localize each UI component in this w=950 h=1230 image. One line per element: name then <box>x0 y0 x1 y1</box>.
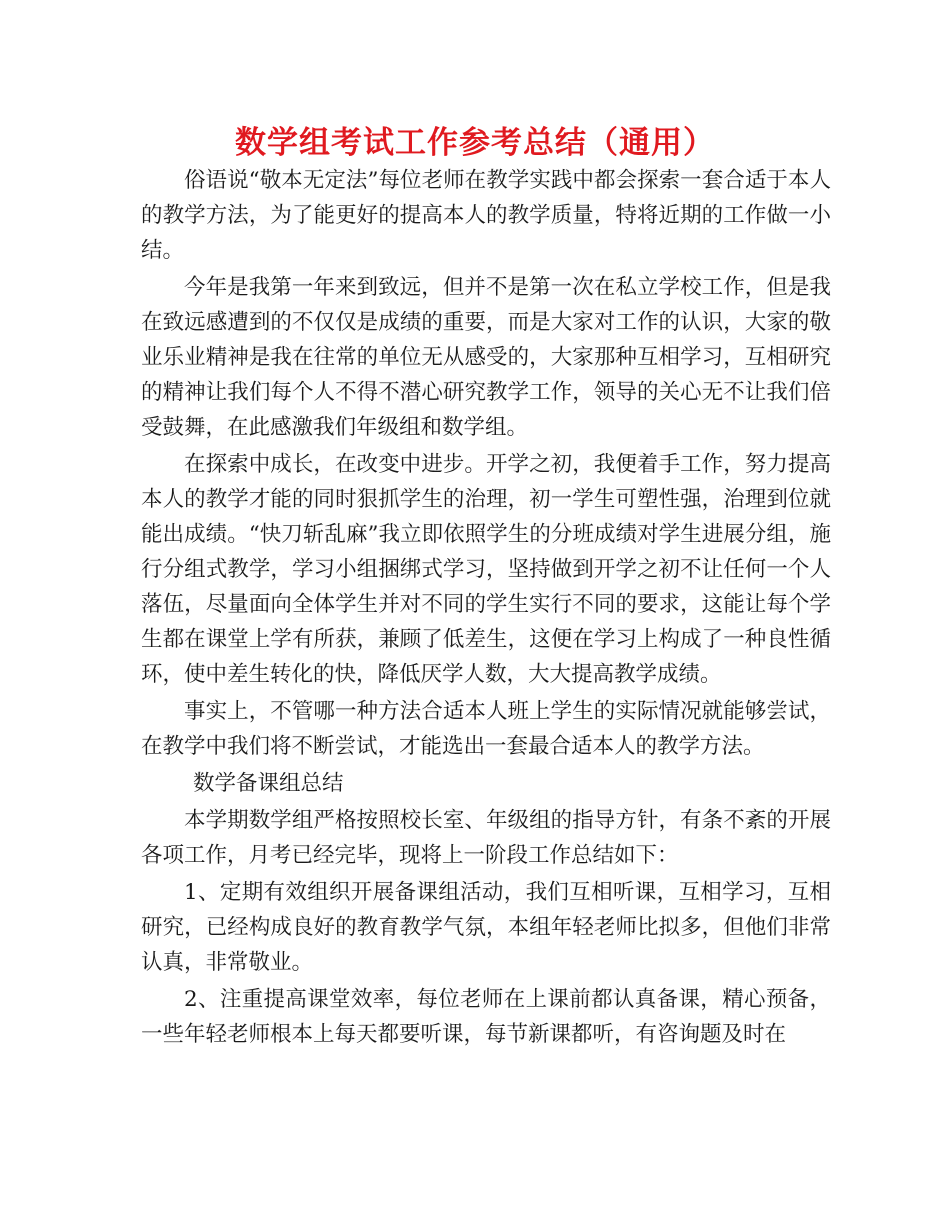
paragraph-semester: 本学期数学组严格按照校长室、年级组的指导方针，有条不紊的开展各项工作，月考已经完毕，现将上一阶段工作总结如下： <box>141 808 831 868</box>
paragraph-intro: 俗语说“敬本无定法”每位老师在教学实践中都会探索一套合适于本人的教学方法，为了能更好的提高本人的教学质量，特将近期的工作做一小结。 <box>141 168 831 263</box>
section-subheading: 数学备课组总结 <box>193 771 344 796</box>
paragraph-item-2: 2、注重提高课堂效率，每位老师在上课前都认真备课，精心预备，一些年轻老师根本上每天都要听课，每节新课都听，有咨询题及时在 <box>141 987 831 1047</box>
paragraph-experience: 今年是我第一年来到致远，但并不是第一次在私立学校工作，但是我在致远感遭到的不仅仅是成绩的重要，而是大家对工作的认识，大家的敬业乐业精神是我在往常的单位无从感受的，大家那种互相学习，互相研究的精神让我们每个人不得不潜心研究教学工作，领导的关心无不让我们倍受鼓舞，在此感激我们年级组和数学组。 <box>141 275 831 440</box>
document-title: 数学组考试工作参考总结（通用） <box>235 125 715 161</box>
paragraph-methods: 事实上，不管哪一种方法合适本人班上学生的实际情况就能够尝试，在教学中我们将不断尝试，才能选出一套最合适本人的教学方法。 <box>141 699 831 759</box>
paragraph-item-1: 1、定期有效组织开展备课组活动，我们互相听课，互相学习，互相研究，已经构成良好的教育教学气氛，本组年轻老师比拟多，但他们非常认真，非常敬业。 <box>141 880 831 975</box>
document-body <box>141 163 831 1054</box>
paragraph-growth: 在探索中成长，在改变中进步。开学之初，我便着手工作，努力提高本人的教学才能的同时狠抓学生的治理，初一学生可塑性强，治理到位就能出成绩。“快刀斩乱麻”我立即依照学生的分班成绩对学生进展分组，施行分组式教学，学习小组捆绑式学习，坚持做到开学之初不让任何一个人落伍，尽量面向全体学生并对不同的学生实行不同的要求，这能让每个学生都在课堂上学有所获，兼顾了低差生，这便在学习上构成了一种良性循环，使中差生转化的快，降低厌学人数，大大提高教学成绩。 <box>141 452 831 687</box>
